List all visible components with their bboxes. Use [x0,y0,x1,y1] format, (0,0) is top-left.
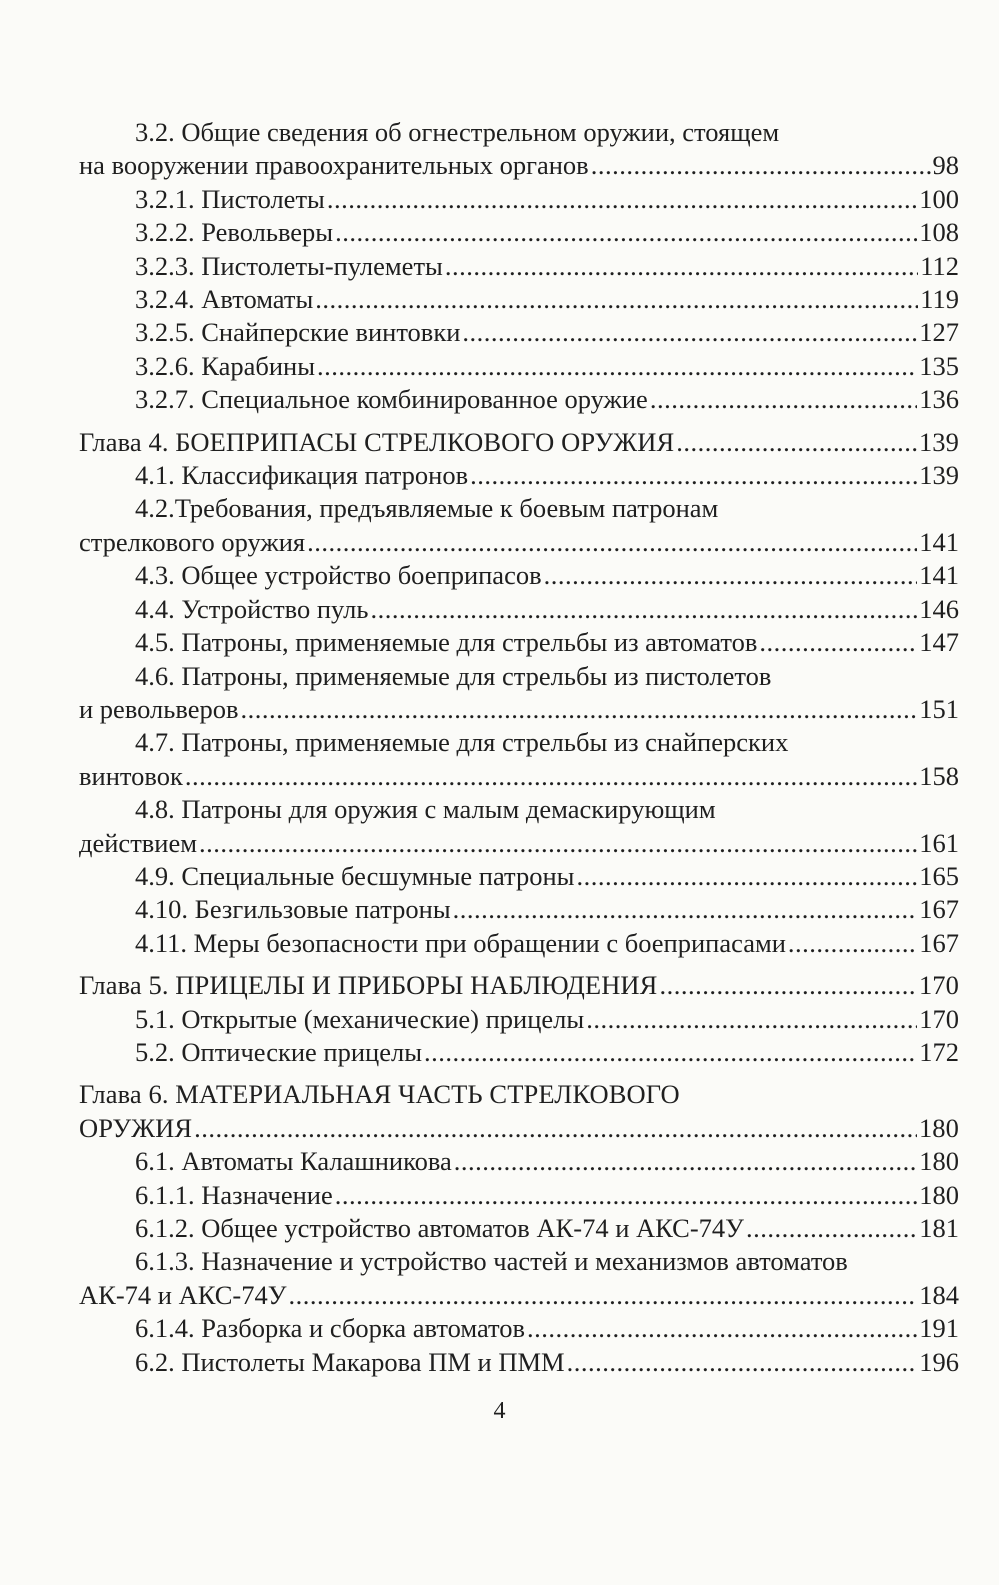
toc-entry-6-1-3 [79,1245,959,1312]
toc-entry-title: 6.1.4. Разборка и сборка автоматов [135,1313,526,1344]
toc-page-number: 147 [919,627,959,658]
leader-dots [462,316,917,349]
leader-dots [194,1112,917,1145]
toc-entry-title: 4.11. Меры безопасности при обращении с боеприпасами [135,927,786,958]
toc-entry-title: 3.2.6. Карабины [135,350,316,381]
toc-entry-title: 3.2.1. Пистолеты [135,183,325,214]
toc-page-number: 184 [919,1279,959,1310]
toc-entry-4-3 [79,559,959,592]
toc-entry-3-2-1 [79,183,959,216]
toc-entry-title-line1: 6.1.3. Назначение и устройство частей и механизмов автоматов [135,1246,848,1277]
toc-page-number: 167 [919,894,959,925]
toc-entry-title-line1: 4.7. Патроны, применяемые для стрельбы из снайперских [135,727,789,758]
toc-chapter-6 [79,1078,959,1145]
toc-entry-title: 4.9. Специальные бесшумные патроны [135,860,575,891]
leader-dots [327,183,917,216]
toc-page-number: 141 [919,560,959,591]
toc-entry-title: 4.3. Общее устройство боеприпасов [135,560,542,591]
toc-entry-line [79,693,959,726]
toc-entry-line [79,149,959,182]
toc-entry-title-line2: винтовок [79,760,183,791]
leader-dots [788,927,917,960]
toc-entry-title-line1: 4.8. Патроны для оружия с малым демаскирующим [135,794,716,825]
leader-dots [185,760,917,793]
toc-entry-4-2 [79,492,959,559]
toc-page-number: 135 [919,350,959,381]
toc-entry-line [79,1112,959,1145]
toc-entry-4-6 [79,660,959,727]
leader-dots [746,1212,917,1245]
leader-dots [199,827,917,860]
toc-page-number: 146 [919,593,959,624]
toc-entry-title-line2: и револьверов [79,693,239,724]
leader-dots [591,149,931,182]
leader-dots [650,383,917,416]
toc-entry-line [79,526,959,559]
toc-entry-3-2-2 [79,216,959,249]
leader-dots [424,1036,917,1069]
toc-entry-title-line1: 4.6. Патроны, применяемые для стрельбы из пистолетов [135,660,772,691]
toc-entry-4-4 [79,593,959,626]
leader-dots [567,1346,918,1379]
leader-dots [453,893,918,926]
toc-chapter-title-line2: ОРУЖИЯ [79,1112,193,1143]
toc-entry-title: 3.2.4. Автоматы [135,284,314,315]
leader-dots [288,1279,917,1312]
toc-entry-title: 6.1.2. Общее устройство автоматов АК-74 и АКС-74У [135,1213,744,1243]
toc-entry-6-1-4 [79,1312,959,1345]
toc-entry-title-line2: стрелкового оружия [79,526,306,557]
toc-entry-5-2 [79,1036,959,1069]
toc-entry-title: 6.2. Пистолеты Макарова ПМ и ПММ [135,1346,565,1377]
toc-page-number: 139 [918,426,959,457]
toc-entry-title: 3.2.7. Специальное комбинированное оружие [135,384,648,415]
toc-entry-title: 6.1. Автоматы Калашникова [135,1146,452,1177]
toc-page-number: 170 [919,1003,959,1034]
toc-entry-title: 6.1.1. Назначение [135,1179,333,1210]
toc-page-number: 170 [918,970,959,1001]
toc-page-number: 161 [919,827,959,858]
toc-entry-4-10 [79,893,959,926]
toc-entry-title-line2: на вооружении правоохранительных органов [79,150,589,181]
toc-entry-title: 5.1. Открытые (механические) прицелы [135,1003,585,1034]
toc-entry-6-1-1 [79,1179,959,1212]
toc-entry-3-2-5 [79,316,959,349]
toc-entry-3-2-3 [79,250,959,283]
toc-entry-title: 3.2.2. Револьверы [135,217,334,248]
toc-page-number: 127 [919,317,959,348]
toc-chapter-5 [79,969,959,1002]
toc-page-number: 167 [919,927,959,958]
toc-entry-6-1 [79,1145,959,1178]
leader-dots [527,1312,917,1345]
toc-entry-title: 4.4. Устройство пуль [135,593,369,624]
toc-entry-3-2-7 [79,383,959,416]
toc-entry-title: 4.5. Патроны, применяемые для стрельбы из автоматов [135,627,758,658]
toc-page-number: 165 [919,860,959,891]
leader-dots [335,216,917,249]
toc-entry-title: 5.2. Оптические прицелы [135,1036,422,1067]
toc-entry-title-line1: 4.2.Требования, предъявляемые к боевым патронам [135,493,719,524]
toc-entry-4-11 [79,927,959,960]
leader-dots [315,283,918,316]
toc-entry-4-1 [79,459,959,492]
toc-entry-6-1-2 [79,1212,959,1245]
leader-dots [586,1003,917,1036]
leader-dots [317,350,917,383]
toc-entry-line [79,760,959,793]
toc-page-number: 108 [919,217,959,248]
leader-dots [759,626,917,659]
toc-page-number: 196 [919,1346,959,1377]
toc-page-number: 112 [920,250,959,281]
leader-dots [307,526,917,559]
toc-entry-4-8 [79,793,959,860]
toc-entry-line [79,827,959,860]
toc-page-number: 180 [918,1112,959,1143]
toc-page-number: 180 [919,1146,959,1177]
leader-dots [241,693,918,726]
leader-dots [445,250,918,283]
toc-entry-3-2-6 [79,350,959,383]
toc-page-number: 141 [919,526,959,557]
leader-dots [544,559,918,592]
toc-page-number: 180 [919,1179,959,1210]
toc-entry-title: 3.2.5. Снайперские винтовки [135,317,461,348]
toc-entry-6-2 [79,1346,959,1379]
toc-entry-5-1 [79,1003,959,1036]
leader-dots [676,426,917,459]
toc-entry-title-line2: действием [79,827,197,858]
page-number: 4 [493,1398,506,1424]
toc-entry-3-2-4 [79,283,959,316]
toc-page-number: 119 [920,284,959,315]
toc-entry-3-2 [79,116,959,183]
leader-dots [370,593,917,626]
toc-page-number: 151 [919,693,959,724]
leader-dots [335,1179,918,1212]
toc-page-number: 136 [919,384,959,415]
leader-dots [659,969,916,1002]
toc-entry-title: 4.1. Классификация патронов [135,460,469,491]
toc-page-number: 191 [919,1313,959,1344]
toc-page-number: 172 [919,1036,959,1067]
toc-page-number: 98 [932,150,959,181]
toc-page-number: 181 [919,1213,959,1243]
toc-entry-4-7 [79,726,959,793]
toc-entry-title-line2: АК-74 и АКС-74У [79,1279,287,1310]
toc-page-number: 100 [919,183,959,214]
toc-entry-title: 4.10. Безгильзовые патроны [135,894,451,925]
toc-entry-title-line1: 3.2. Общие сведения об огнестрельном оружии, стоящем [135,117,780,147]
toc-page-number: 139 [919,460,959,491]
leader-dots [576,860,917,893]
toc-entry-title: 3.2.3. Пистолеты-пулеметы [135,250,443,281]
table-of-contents [79,116,959,1379]
toc-chapter-4 [79,426,959,459]
toc-entry-4-9 [79,860,959,893]
toc-entry-line [79,1279,959,1312]
toc-chapter-title: Глава 4. БОЕПРИПАСЫ СТРЕЛКОВОГО ОРУЖИЯ [79,426,675,457]
leader-dots [470,459,917,492]
toc-page-number: 158 [919,760,959,791]
toc-chapter-title-line1: Глава 6. МАТЕРИАЛЬНАЯ ЧАСТЬ СТРЕЛКОВОГО [79,1079,680,1110]
toc-entry-4-5 [79,626,959,659]
leader-dots [454,1145,917,1178]
toc-chapter-title: Глава 5. ПРИЦЕЛЫ И ПРИБОРЫ НАБЛЮДЕНИЯ [79,970,658,1001]
